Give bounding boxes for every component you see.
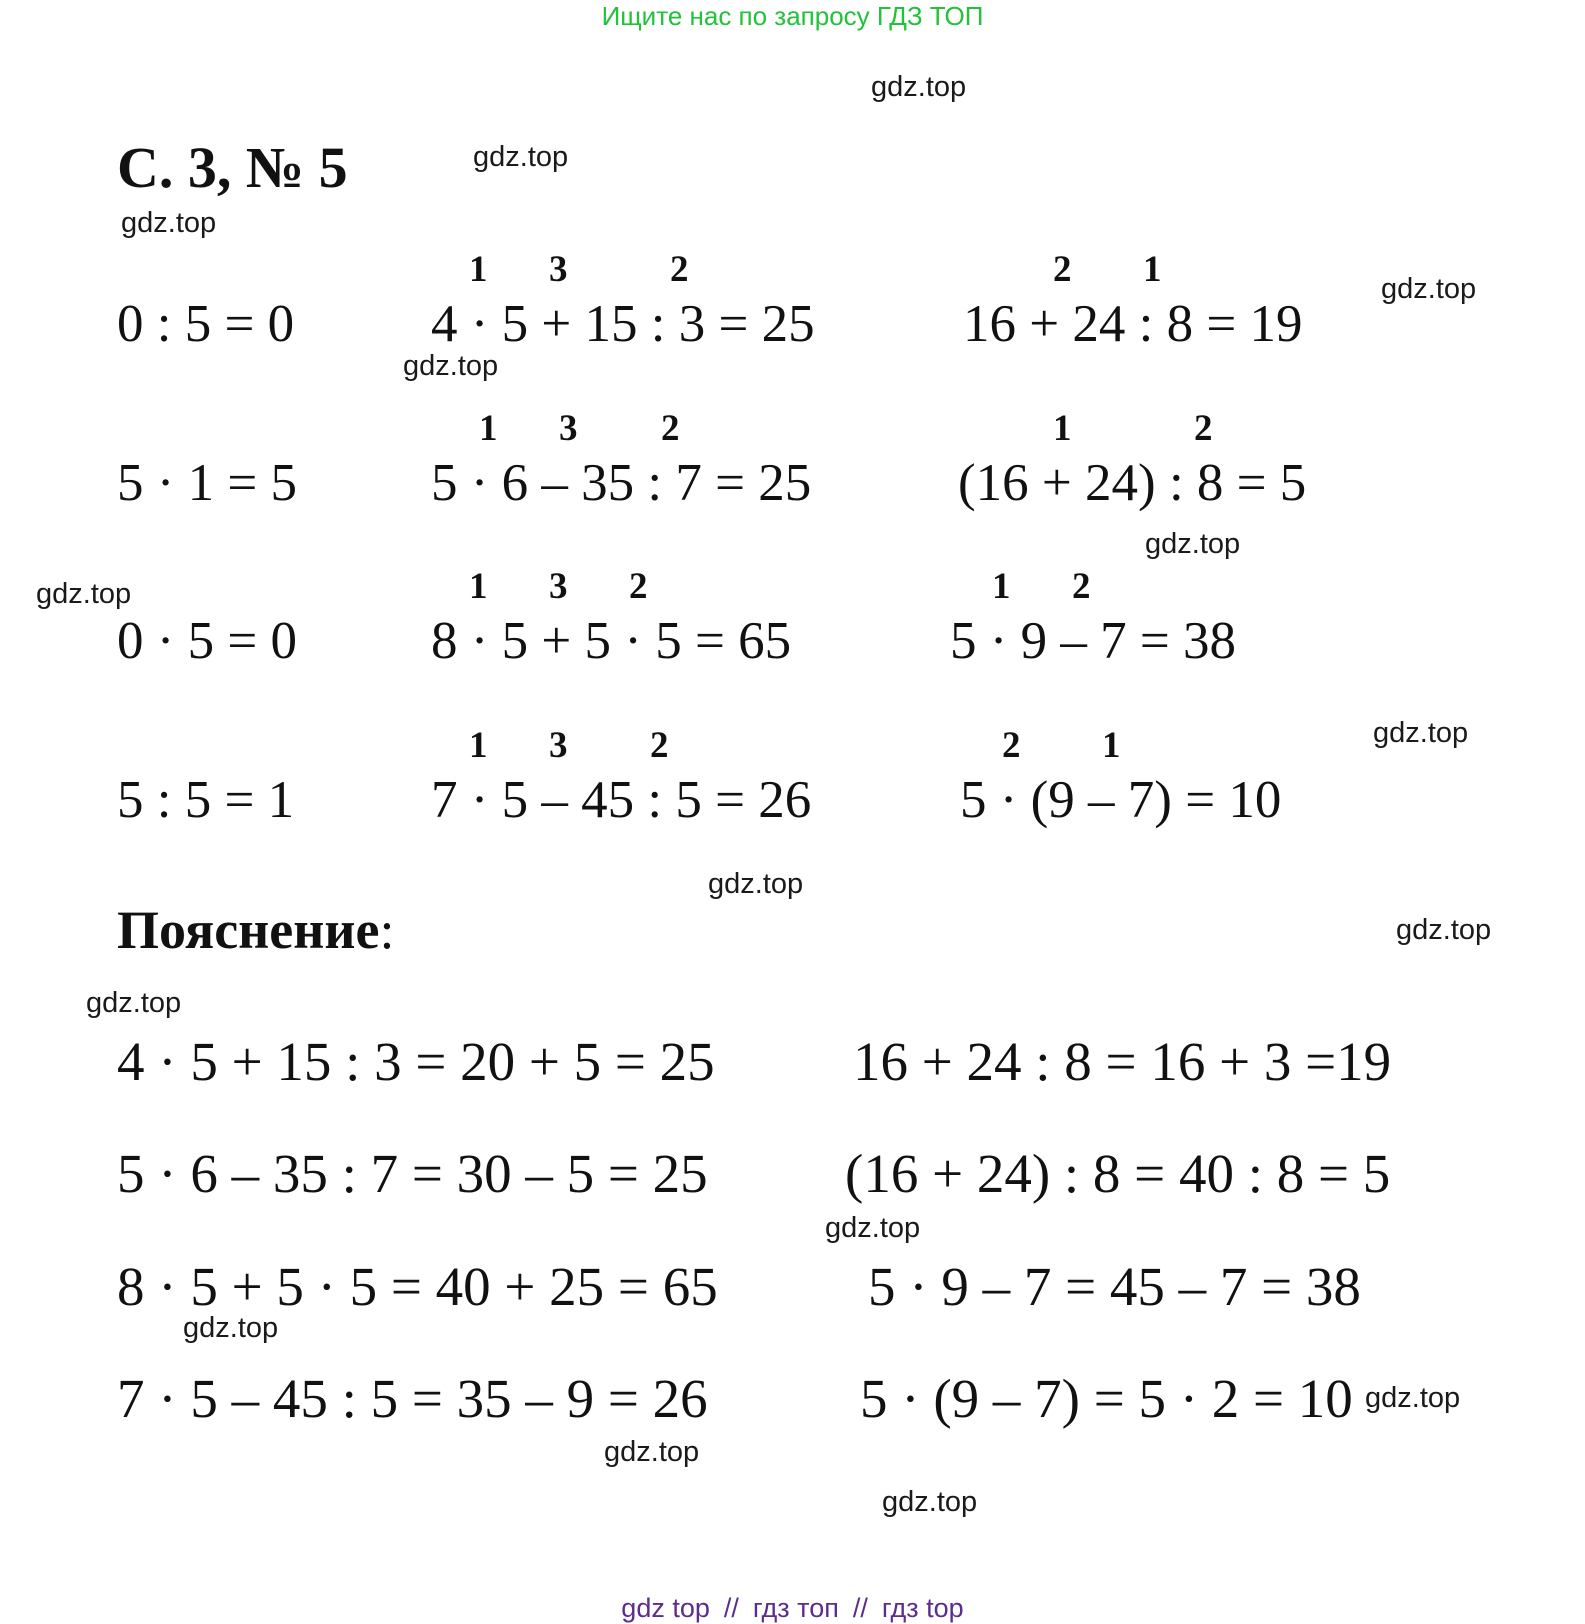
explanation-left-row4: 7 · 5 – 45 : 5 = 35 – 9 = 26	[117, 1368, 708, 1429]
equation-col2-row1: 4 · 5 + 15 : 3 = 25	[431, 295, 815, 353]
order-mark: 1	[479, 408, 498, 449]
watermark: gdz.top	[86, 987, 182, 1019]
footer-links	[0, 1592, 1585, 1624]
order-mark: 1	[469, 566, 488, 607]
order-mark: 3	[549, 249, 568, 290]
equation-col1-row3: 0 · 5 = 0	[117, 612, 298, 670]
watermark: gdz.top	[1381, 273, 1477, 305]
watermark: gdz.top	[1145, 528, 1241, 560]
order-mark: 2	[670, 249, 689, 290]
equation-col3-row4: 5 · (9 – 7) = 10	[960, 771, 1282, 829]
footer-link[interactable]: гдз топ	[752, 1593, 839, 1623]
footer-link[interactable]: гдз top	[881, 1593, 964, 1623]
order-mark: 1	[1053, 408, 1072, 449]
watermark: gdz.top	[1396, 914, 1492, 946]
equation-col1-row1: 0 : 5 = 0	[117, 295, 295, 353]
order-mark: 2	[1194, 408, 1213, 449]
order-mark: 1	[992, 566, 1011, 607]
equation-col2-row2: 5 · 6 – 35 : 7 = 25	[431, 454, 812, 512]
equation-col1-row2: 5 · 1 = 5	[117, 454, 298, 512]
explanation-right-row1: 16 + 24 : 8 = 16 + 3 =19	[853, 1031, 1392, 1092]
equation-col2-row4: 7 · 5 – 45 : 5 = 26	[431, 771, 812, 829]
watermark: gdz.top	[1373, 717, 1469, 749]
watermark: gdz.top	[604, 1436, 700, 1468]
equation-col1-row4: 5 : 5 = 1	[117, 771, 295, 829]
watermark: gdz.top	[183, 1312, 279, 1344]
explanation-left-row2: 5 · 6 – 35 : 7 = 30 – 5 = 25	[117, 1143, 708, 1204]
explanation-left-row3: 8 · 5 + 5 · 5 = 40 + 25 = 65	[117, 1256, 718, 1317]
equation-col3-row3: 5 · 9 – 7 = 38	[950, 612, 1237, 670]
watermark: gdz.top	[121, 207, 217, 239]
order-mark: 1	[1102, 725, 1121, 766]
order-mark: 3	[559, 408, 578, 449]
equation-col3-row1: 16 + 24 : 8 = 19	[963, 295, 1303, 353]
order-mark: 2	[629, 566, 648, 607]
watermark: gdz.top	[1365, 1382, 1461, 1414]
footer-separator: //	[723, 1593, 739, 1623]
explanation-right-row4: 5 · (9 – 7) = 5 · 2 = 10	[860, 1368, 1353, 1429]
explanation-heading: Пояснение:	[117, 900, 395, 960]
order-mark: 3	[549, 566, 568, 607]
order-mark: 3	[549, 725, 568, 766]
order-mark: 2	[650, 725, 669, 766]
order-mark: 2	[1072, 566, 1091, 607]
explanation-right-row2: (16 + 24) : 8 = 40 : 8 = 5	[845, 1143, 1391, 1204]
search-banner: Ищите нас по запросу ГДЗ ТОП	[601, 1, 984, 31]
watermark: gdz.top	[403, 350, 499, 382]
footer-link[interactable]: gdz top	[621, 1593, 710, 1623]
watermark: gdz.top	[871, 71, 967, 103]
watermark: gdz.top	[825, 1212, 921, 1244]
equation-col3-row2: (16 + 24) : 8 = 5	[958, 454, 1307, 512]
order-mark: 2	[1053, 249, 1072, 290]
order-mark: 2	[661, 408, 680, 449]
watermark: gdz.top	[882, 1486, 978, 1518]
order-mark: 2	[1002, 725, 1021, 766]
explanation-left-row1: 4 · 5 + 15 : 3 = 20 + 5 = 25	[117, 1031, 715, 1092]
footer-separator: //	[852, 1593, 868, 1623]
watermark: gdz.top	[36, 578, 132, 610]
order-mark: 1	[469, 249, 488, 290]
explanation-right-row3: 5 · 9 – 7 = 45 – 7 = 38	[868, 1256, 1361, 1317]
watermark: gdz.top	[708, 868, 804, 900]
order-mark: 1	[1143, 249, 1162, 290]
page-title: С. 3, № 5	[117, 135, 348, 200]
order-mark: 1	[469, 725, 488, 766]
watermark: gdz.top	[473, 141, 569, 173]
equation-col2-row3: 8 · 5 + 5 · 5 = 65	[431, 612, 792, 670]
